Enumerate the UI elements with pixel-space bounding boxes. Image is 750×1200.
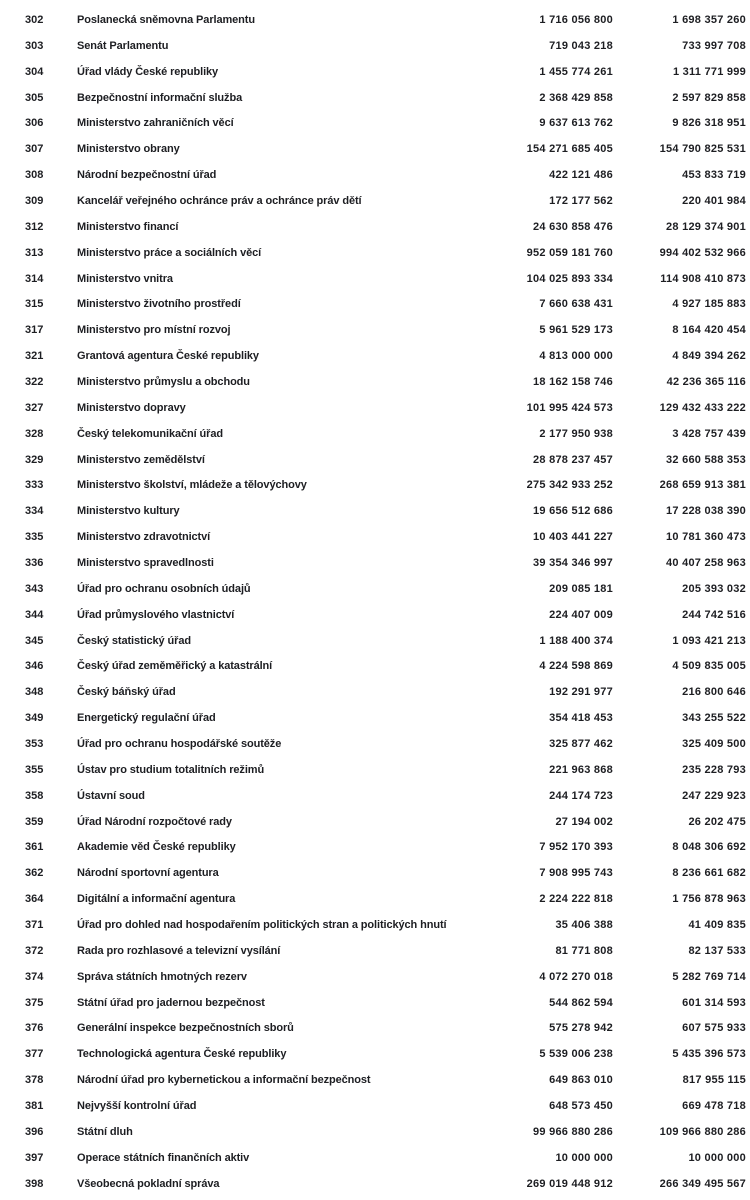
chapter-name: Ministerstvo financí xyxy=(77,220,179,233)
chapter-name: Český úřad zeměměřický a katastrální xyxy=(77,660,273,673)
amount-col2: 205 393 032 xyxy=(682,582,746,595)
chapter-name: Úřad pro ochranu osobních údajů xyxy=(77,582,251,595)
amount-col1: 325 877 462 xyxy=(549,737,613,750)
amount-col1: 544 862 594 xyxy=(549,996,613,1009)
chapter-code: 307 xyxy=(25,143,44,156)
amount-col1: 2 224 222 818 xyxy=(539,893,613,906)
chapter-code: 305 xyxy=(25,91,44,104)
table-row xyxy=(0,7,750,33)
amount-col2: 733 997 708 xyxy=(682,39,746,52)
amount-col2: 235 228 793 xyxy=(682,763,746,776)
amount-col2: 994 402 532 966 xyxy=(659,246,746,259)
table-row xyxy=(0,214,750,240)
amount-col2: 10 781 360 473 xyxy=(666,531,746,544)
amount-col2: 2 597 829 858 xyxy=(672,91,746,104)
table-row xyxy=(0,628,750,654)
chapter-name: Senát Parlamentu xyxy=(77,39,169,52)
chapter-name: Grantová agentura České republiky xyxy=(77,350,259,363)
amount-col2: 154 790 825 531 xyxy=(659,143,746,156)
chapter-code: 306 xyxy=(25,117,44,130)
chapter-code: 327 xyxy=(25,401,44,414)
chapter-code: 398 xyxy=(25,1177,44,1190)
amount-col2: 817 955 115 xyxy=(682,1074,746,1087)
amount-col2: 266 349 495 567 xyxy=(659,1177,746,1190)
chapter-name: Poslanecká sněmovna Parlamentu xyxy=(77,13,255,26)
chapter-code: 375 xyxy=(25,996,44,1009)
chapter-name: Ministerstvo obrany xyxy=(77,143,180,156)
amount-col1: 269 019 448 912 xyxy=(526,1177,613,1190)
amount-col1: 7 660 638 431 xyxy=(539,298,613,311)
chapter-code: 309 xyxy=(25,194,44,207)
table-row xyxy=(0,1145,750,1171)
amount-col2: 220 401 984 xyxy=(682,194,746,207)
chapter-code: 304 xyxy=(25,65,44,78)
chapter-name: Ministerstvo kultury xyxy=(77,505,180,518)
table-row xyxy=(0,59,750,85)
amount-col2: 268 659 913 381 xyxy=(659,479,746,492)
chapter-name: Národní sportovní agentura xyxy=(77,867,219,880)
chapter-name: Ministerstvo zahraničních věcí xyxy=(77,117,234,130)
amount-col1: 10 403 441 227 xyxy=(533,531,613,544)
table-row xyxy=(0,1067,750,1093)
chapter-code: 329 xyxy=(25,453,44,466)
table-row xyxy=(0,809,750,835)
chapter-name: Úřad pro ochranu hospodářské soutěže xyxy=(77,737,282,750)
chapter-code: 322 xyxy=(25,375,44,388)
chapter-name: Úřad pro dohled nad hospodařením politických stran a politických hnutí xyxy=(77,919,447,931)
amount-col2: 1 093 421 213 xyxy=(672,634,746,647)
amount-col1: 649 863 010 xyxy=(549,1074,613,1087)
chapter-code: 362 xyxy=(25,867,44,880)
amount-col2: 216 800 646 xyxy=(682,686,746,699)
amount-col1: 4 224 598 869 xyxy=(539,660,613,673)
chapter-name: Digitální a informační agentura xyxy=(77,893,236,906)
chapter-name: Energetický regulační úřad xyxy=(77,712,216,725)
chapter-code: 335 xyxy=(25,531,44,544)
amount-col2: 8 048 306 692 xyxy=(672,841,746,854)
chapter-name: Úřad Národní rozpočtové rady xyxy=(77,815,232,828)
amount-col1: 952 059 181 760 xyxy=(526,246,613,259)
amount-col1: 2 368 429 858 xyxy=(539,91,613,104)
chapter-code: 361 xyxy=(25,841,44,854)
table-row xyxy=(0,653,750,679)
amount-col2: 41 409 835 xyxy=(688,919,746,931)
table-row xyxy=(0,1093,750,1119)
amount-col2: 4 849 394 262 xyxy=(672,350,746,363)
table-row xyxy=(0,317,750,343)
chapter-code: 313 xyxy=(25,246,44,259)
amount-col2: 1 756 878 963 xyxy=(672,893,746,906)
amount-col2: 343 255 522 xyxy=(682,712,746,725)
amount-col1: 719 043 218 xyxy=(549,39,613,52)
table-row xyxy=(0,447,750,473)
chapter-code: 345 xyxy=(25,634,44,647)
amount-col2: 8 236 661 682 xyxy=(672,867,746,880)
amount-col2: 5 282 769 714 xyxy=(672,970,746,983)
table-row xyxy=(0,188,750,214)
table-row xyxy=(0,912,750,938)
chapter-name: Ministerstvo spravedlnosti xyxy=(77,556,214,569)
chapter-name: Ústav pro studium totalitních režimů xyxy=(77,763,265,776)
table-row xyxy=(0,162,750,188)
amount-col1: 4 813 000 000 xyxy=(539,350,613,363)
chapter-name: Všeobecná pokladní správa xyxy=(77,1177,220,1190)
chapter-name: Národní úřad pro kybernetickou a informační bezpečnost xyxy=(77,1074,371,1087)
chapter-name: Ministerstvo průmyslu a obchodu xyxy=(77,375,250,388)
table-row xyxy=(0,757,750,783)
chapter-name: Akademie věd České republiky xyxy=(77,841,236,854)
amount-col1: 1 188 400 374 xyxy=(539,634,613,647)
chapter-code: 374 xyxy=(25,970,44,983)
table-row xyxy=(0,395,750,421)
chapter-name: Ministerstvo dopravy xyxy=(77,401,186,414)
amount-col1: 35 406 388 xyxy=(555,919,613,931)
amount-col1: 27 194 002 xyxy=(555,815,613,828)
chapter-name: Operace státních finančních aktiv xyxy=(77,1151,250,1164)
amount-col2: 453 833 719 xyxy=(682,169,746,182)
amount-col1: 354 418 453 xyxy=(549,712,613,725)
chapter-code: 358 xyxy=(25,789,44,802)
chapter-code: 344 xyxy=(25,608,44,621)
chapter-code: 349 xyxy=(25,712,44,725)
table-row xyxy=(0,33,750,59)
amount-col2: 4 509 835 005 xyxy=(672,660,746,673)
amount-col1: 7 952 170 393 xyxy=(539,841,613,854)
amount-col1: 9 637 613 762 xyxy=(539,117,613,130)
amount-col2: 42 236 365 116 xyxy=(666,375,746,388)
amount-col2: 247 229 923 xyxy=(682,789,746,802)
chapter-name: Národní bezpečnostní úřad xyxy=(77,169,217,182)
table-row xyxy=(0,886,750,912)
amount-col2: 82 137 533 xyxy=(688,944,746,957)
amount-col2: 669 478 718 xyxy=(682,1100,746,1113)
amount-col2: 601 314 593 xyxy=(682,996,746,1009)
amount-col1: 224 407 009 xyxy=(549,608,613,621)
amount-col1: 172 177 562 xyxy=(549,194,613,207)
table-row xyxy=(0,731,750,757)
amount-col1: 18 162 158 746 xyxy=(533,375,613,388)
chapter-name: Ministerstvo životního prostředí xyxy=(77,298,241,311)
chapter-name: Úřad průmyslového vlastnictví xyxy=(77,608,235,621)
amount-col1: 209 085 181 xyxy=(549,582,613,595)
amount-col2: 1 311 771 999 xyxy=(673,65,746,78)
amount-col1: 1 455 774 261 xyxy=(539,65,613,78)
chapter-code: 372 xyxy=(25,944,44,957)
amount-col2: 9 826 318 951 xyxy=(672,117,746,130)
chapter-code: 343 xyxy=(25,582,44,595)
table-row xyxy=(0,343,750,369)
amount-col1: 99 966 880 286 xyxy=(533,1125,613,1138)
amount-col1: 7 908 995 743 xyxy=(539,867,613,880)
table-row xyxy=(0,498,750,524)
chapter-code: 336 xyxy=(25,556,44,569)
amount-col2: 1 698 357 260 xyxy=(672,13,746,26)
table-row xyxy=(0,783,750,809)
chapter-code: 315 xyxy=(25,298,44,311)
chapter-name: Český telekomunikační úřad xyxy=(77,427,223,440)
amount-col2: 3 428 757 439 xyxy=(672,427,746,440)
table-row xyxy=(0,705,750,731)
amount-col2: 10 000 000 xyxy=(688,1151,746,1164)
amount-col1: 648 573 450 xyxy=(549,1100,613,1113)
chapter-code: 381 xyxy=(25,1100,44,1113)
amount-col1: 39 354 346 997 xyxy=(533,556,613,569)
table-row xyxy=(0,860,750,886)
amount-col2: 325 409 500 xyxy=(682,737,746,750)
chapter-code: 312 xyxy=(25,220,44,233)
table-row xyxy=(0,369,750,395)
chapter-code: 377 xyxy=(25,1048,44,1061)
chapter-code: 333 xyxy=(25,479,44,492)
amount-col1: 10 000 000 xyxy=(555,1151,613,1164)
chapter-name: Úřad vlády České republiky xyxy=(77,65,219,78)
chapter-name: Český báňský úřad xyxy=(77,686,176,699)
chapter-code: 378 xyxy=(25,1074,44,1087)
amount-col2: 244 742 516 xyxy=(682,608,746,621)
table-row xyxy=(0,472,750,498)
chapter-code: 308 xyxy=(25,169,44,182)
amount-col2: 114 908 410 873 xyxy=(660,272,746,285)
amount-col1: 192 291 977 xyxy=(549,686,613,699)
table-row xyxy=(0,1016,750,1042)
table-row xyxy=(0,110,750,136)
chapter-name: Ministerstvo zemědělství xyxy=(77,453,205,466)
table-row xyxy=(0,964,750,990)
table-row xyxy=(0,524,750,550)
chapter-name: Správa státních hmotných rezerv xyxy=(77,970,247,983)
chapter-name: Bezpečnostní informační služba xyxy=(77,91,243,104)
amount-col2: 40 407 258 963 xyxy=(666,556,746,569)
chapter-code: 396 xyxy=(25,1125,44,1138)
chapter-name: Rada pro rozhlasové a televizní vysílání xyxy=(77,944,281,957)
amount-col1: 5 961 529 173 xyxy=(539,324,613,337)
amount-col1: 104 025 893 334 xyxy=(526,272,613,285)
table-row xyxy=(0,550,750,576)
table-row xyxy=(0,240,750,266)
chapter-name: Ministerstvo pro místní rozvoj xyxy=(77,324,231,337)
chapter-name: Český statistický úřad xyxy=(77,634,191,647)
amount-col2: 32 660 588 353 xyxy=(666,453,746,466)
amount-col1: 28 878 237 457 xyxy=(533,453,613,466)
chapter-code: 302 xyxy=(25,13,44,26)
chapter-code: 321 xyxy=(25,350,44,363)
chapter-code: 353 xyxy=(25,737,44,750)
amount-col1: 575 278 942 xyxy=(549,1022,613,1035)
table-row xyxy=(0,85,750,111)
chapter-code: 364 xyxy=(25,893,44,906)
amount-col1: 81 771 808 xyxy=(555,944,613,957)
amount-col1: 221 963 868 xyxy=(549,763,613,776)
amount-col1: 422 121 486 xyxy=(549,169,613,182)
table-row xyxy=(0,1119,750,1145)
amount-col1: 2 177 950 938 xyxy=(539,427,613,440)
chapter-name: Státní dluh xyxy=(77,1125,133,1138)
chapter-name: Ministerstvo práce a sociálních věcí xyxy=(77,246,262,259)
chapter-code: 314 xyxy=(25,272,44,285)
chapter-code: 346 xyxy=(25,660,44,673)
chapter-name: Státní úřad pro jadernou bezpečnost xyxy=(77,996,265,1009)
chapter-code: 334 xyxy=(25,505,44,518)
chapter-name: Ministerstvo zdravotnictví xyxy=(77,531,211,544)
clipped-row-container xyxy=(0,0,750,7)
amount-col2: 109 966 880 286 xyxy=(659,1125,746,1138)
amount-col2: 5 435 396 573 xyxy=(672,1048,746,1061)
chapter-name: Technologická agentura České republiky xyxy=(77,1048,287,1061)
amount-col2: 607 575 933 xyxy=(682,1022,746,1035)
amount-col2: 8 164 420 454 xyxy=(672,324,746,337)
amount-col1: 4 072 270 018 xyxy=(539,970,613,983)
chapter-code: 397 xyxy=(25,1151,44,1164)
amount-col1: 154 271 685 405 xyxy=(526,143,613,156)
table-row xyxy=(0,266,750,292)
chapter-code: 371 xyxy=(25,919,44,931)
amount-col2: 28 129 374 901 xyxy=(666,220,746,233)
chapter-name: Ministerstvo vnitra xyxy=(77,272,173,285)
table-row xyxy=(0,136,750,162)
chapter-code: 376 xyxy=(25,1022,44,1035)
chapter-code: 303 xyxy=(25,39,44,52)
amount-col1: 101 995 424 573 xyxy=(526,401,613,414)
table-row xyxy=(0,938,750,964)
table-row xyxy=(0,990,750,1016)
amount-col1: 5 539 006 238 xyxy=(539,1048,613,1061)
chapter-name: Ministerstvo školství, mládeže a tělovýchovy xyxy=(77,479,307,492)
table-row xyxy=(0,679,750,705)
chapter-code: 348 xyxy=(25,686,44,699)
table-row xyxy=(0,576,750,602)
table-row xyxy=(0,0,750,7)
amount-col1: 19 656 512 686 xyxy=(533,505,613,518)
table-row xyxy=(0,291,750,317)
amount-col1: 1 716 056 800 xyxy=(539,13,613,26)
amount-col2: 129 432 433 222 xyxy=(659,401,746,414)
amount-col2: 26 202 475 xyxy=(688,815,746,828)
amount-col1: 244 174 723 xyxy=(549,789,613,802)
table-row xyxy=(0,421,750,447)
chapter-code: 355 xyxy=(25,763,44,776)
chapter-name: Generální inspekce bezpečnostních sborů xyxy=(77,1022,294,1035)
amount-col2: 4 927 185 883 xyxy=(672,298,746,311)
chapter-code: 317 xyxy=(25,324,44,337)
chapter-name: Kancelář veřejného ochránce práv a ochránce práv dětí xyxy=(77,194,362,207)
table-row xyxy=(0,835,750,861)
amount-col1: 275 342 933 252 xyxy=(526,479,613,492)
chapter-code: 328 xyxy=(25,427,44,440)
table-row xyxy=(0,1171,750,1197)
table-rows xyxy=(0,7,750,1197)
chapter-name: Ústavní soud xyxy=(77,789,145,802)
table-row xyxy=(0,602,750,628)
amount-col1: 24 630 858 476 xyxy=(533,220,613,233)
table-row xyxy=(0,1041,750,1067)
amount-col2: 17 228 038 390 xyxy=(666,505,746,518)
chapter-code: 359 xyxy=(25,815,44,828)
chapter-name: Nejvyšší kontrolní úřad xyxy=(77,1100,197,1113)
